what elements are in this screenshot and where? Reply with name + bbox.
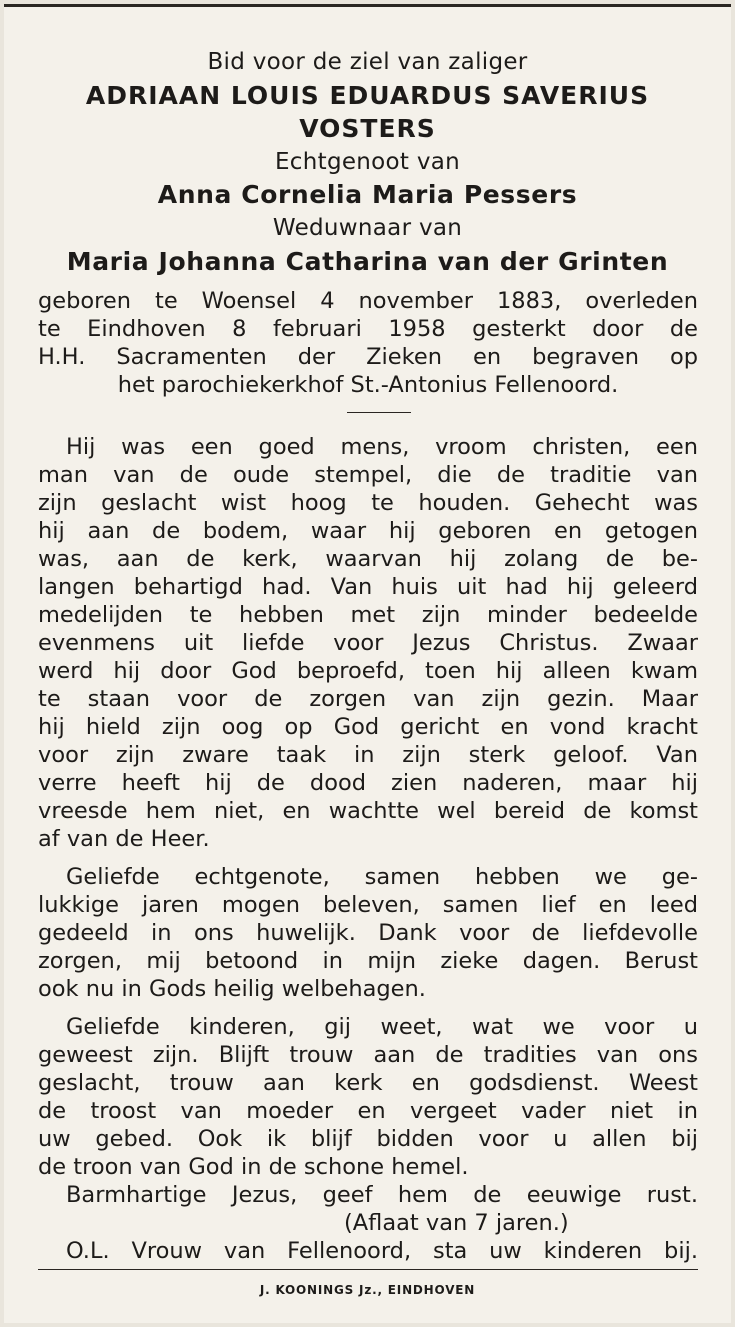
printer-imprint: J. KOONINGS Jz., EINDHOVEN: [259, 1283, 476, 1297]
biography-line: te Eindhoven 8 februari 1958 gesterkt door de: [38, 316, 698, 342]
deceased-name-line-2: VOSTERS: [299, 114, 436, 143]
body-line: verre heeft hij de dood zien naderen, maar hij: [38, 770, 698, 796]
body-line: vreesde hem niet, en wachtte wel bereid de komst: [38, 798, 698, 824]
body-line: man van de oude stempel, die de traditie van: [38, 462, 698, 488]
body-line: de troon van God in de schone hemel.: [38, 1154, 469, 1180]
body-line: zorgen, mij betoond in mijn zieke dagen. Berust: [38, 948, 698, 974]
prayer-intro: Bid voor de ziel van zaliger: [207, 49, 528, 75]
body-line: geweest zijn. Blijft trouw aan de tradities van ons: [38, 1042, 698, 1068]
body-line: hij aan de bodem, waar hij geboren en getogen: [38, 518, 698, 544]
body-line: zijn geslacht wist hoog te houden. Gehecht was: [38, 490, 698, 516]
late-wife-name: Maria Johanna Catharina van der Grinten: [66, 247, 669, 276]
body-line: gedeeld in ons huwelijk. Dank voor de liefdevolle: [38, 920, 698, 946]
body-line: evenmens uit liefde voor Jezus Christus. Zwaar: [38, 630, 698, 656]
body-line: Geliefde echtgenote, samen hebben we ge-: [66, 864, 698, 890]
body-line: geslacht, trouw aan kerk en godsdienst. Weest: [38, 1070, 698, 1096]
body-line: te staan voor de zorgen van zijn gezin. Maar: [38, 686, 698, 712]
body-line: voor zijn zware taak in zijn sterk geloof. Van: [38, 742, 698, 768]
body-line: werd hij door God beproefd, toen hij alleen kwam: [38, 658, 698, 684]
deceased-name-line-1: ADRIAAN LOUIS EDUARDUS SAVERIUS: [85, 81, 650, 110]
body-line: Hij was een goed mens, vroom christen, een: [66, 434, 698, 460]
bottom-rule: [38, 1269, 698, 1270]
body-line: Barmhartige Jezus, geef hem de eeuwige rust.: [66, 1182, 698, 1208]
widower-label: Weduwnaar van: [272, 215, 463, 241]
body-line: O.L. Vrouw van Fellenoord, sta uw kinderen bij.: [66, 1238, 698, 1264]
biography-line: H.H. Sacramenten der Zieken en begraven op: [38, 344, 698, 370]
spouse-label: Echtgenoot van: [274, 149, 461, 175]
body-line: medelijden te hebben met zijn minder bedeelde: [38, 602, 698, 628]
spouse-name: Anna Cornelia Maria Pessers: [157, 180, 578, 209]
body-line: was, aan de kerk, waarvan hij zolang de be-: [38, 546, 698, 572]
body-line: lukkige jaren mogen beleven, samen lief en leed: [38, 892, 698, 918]
body-line: hij hield zijn oog op God gericht en vond kracht: [38, 714, 698, 740]
divider-ornament: [347, 412, 411, 413]
body-line: de troost van moeder en vergeet vader niet in: [38, 1098, 698, 1124]
biography-line: geboren te Woensel 4 november 1883, overleden: [38, 288, 698, 314]
body-line: ook nu in Gods heilig welbehagen.: [38, 976, 426, 1002]
body-line: af van de Heer.: [38, 826, 210, 852]
biography-line: het parochiekerkhof St.-Antonius Fellenoord.: [117, 372, 619, 398]
body-line: uw gebed. Ook ik blijf bidden voor u allen bij: [38, 1126, 698, 1152]
body-line: Geliefde kinderen, gij weet, wat we voor u: [66, 1014, 698, 1040]
body-line: langen behartigd had. Van huis uit had hij geleerd: [38, 574, 698, 600]
memorial-card: [4, 4, 731, 1323]
body-line: (Aflaat van 7 jaren.): [344, 1210, 569, 1236]
